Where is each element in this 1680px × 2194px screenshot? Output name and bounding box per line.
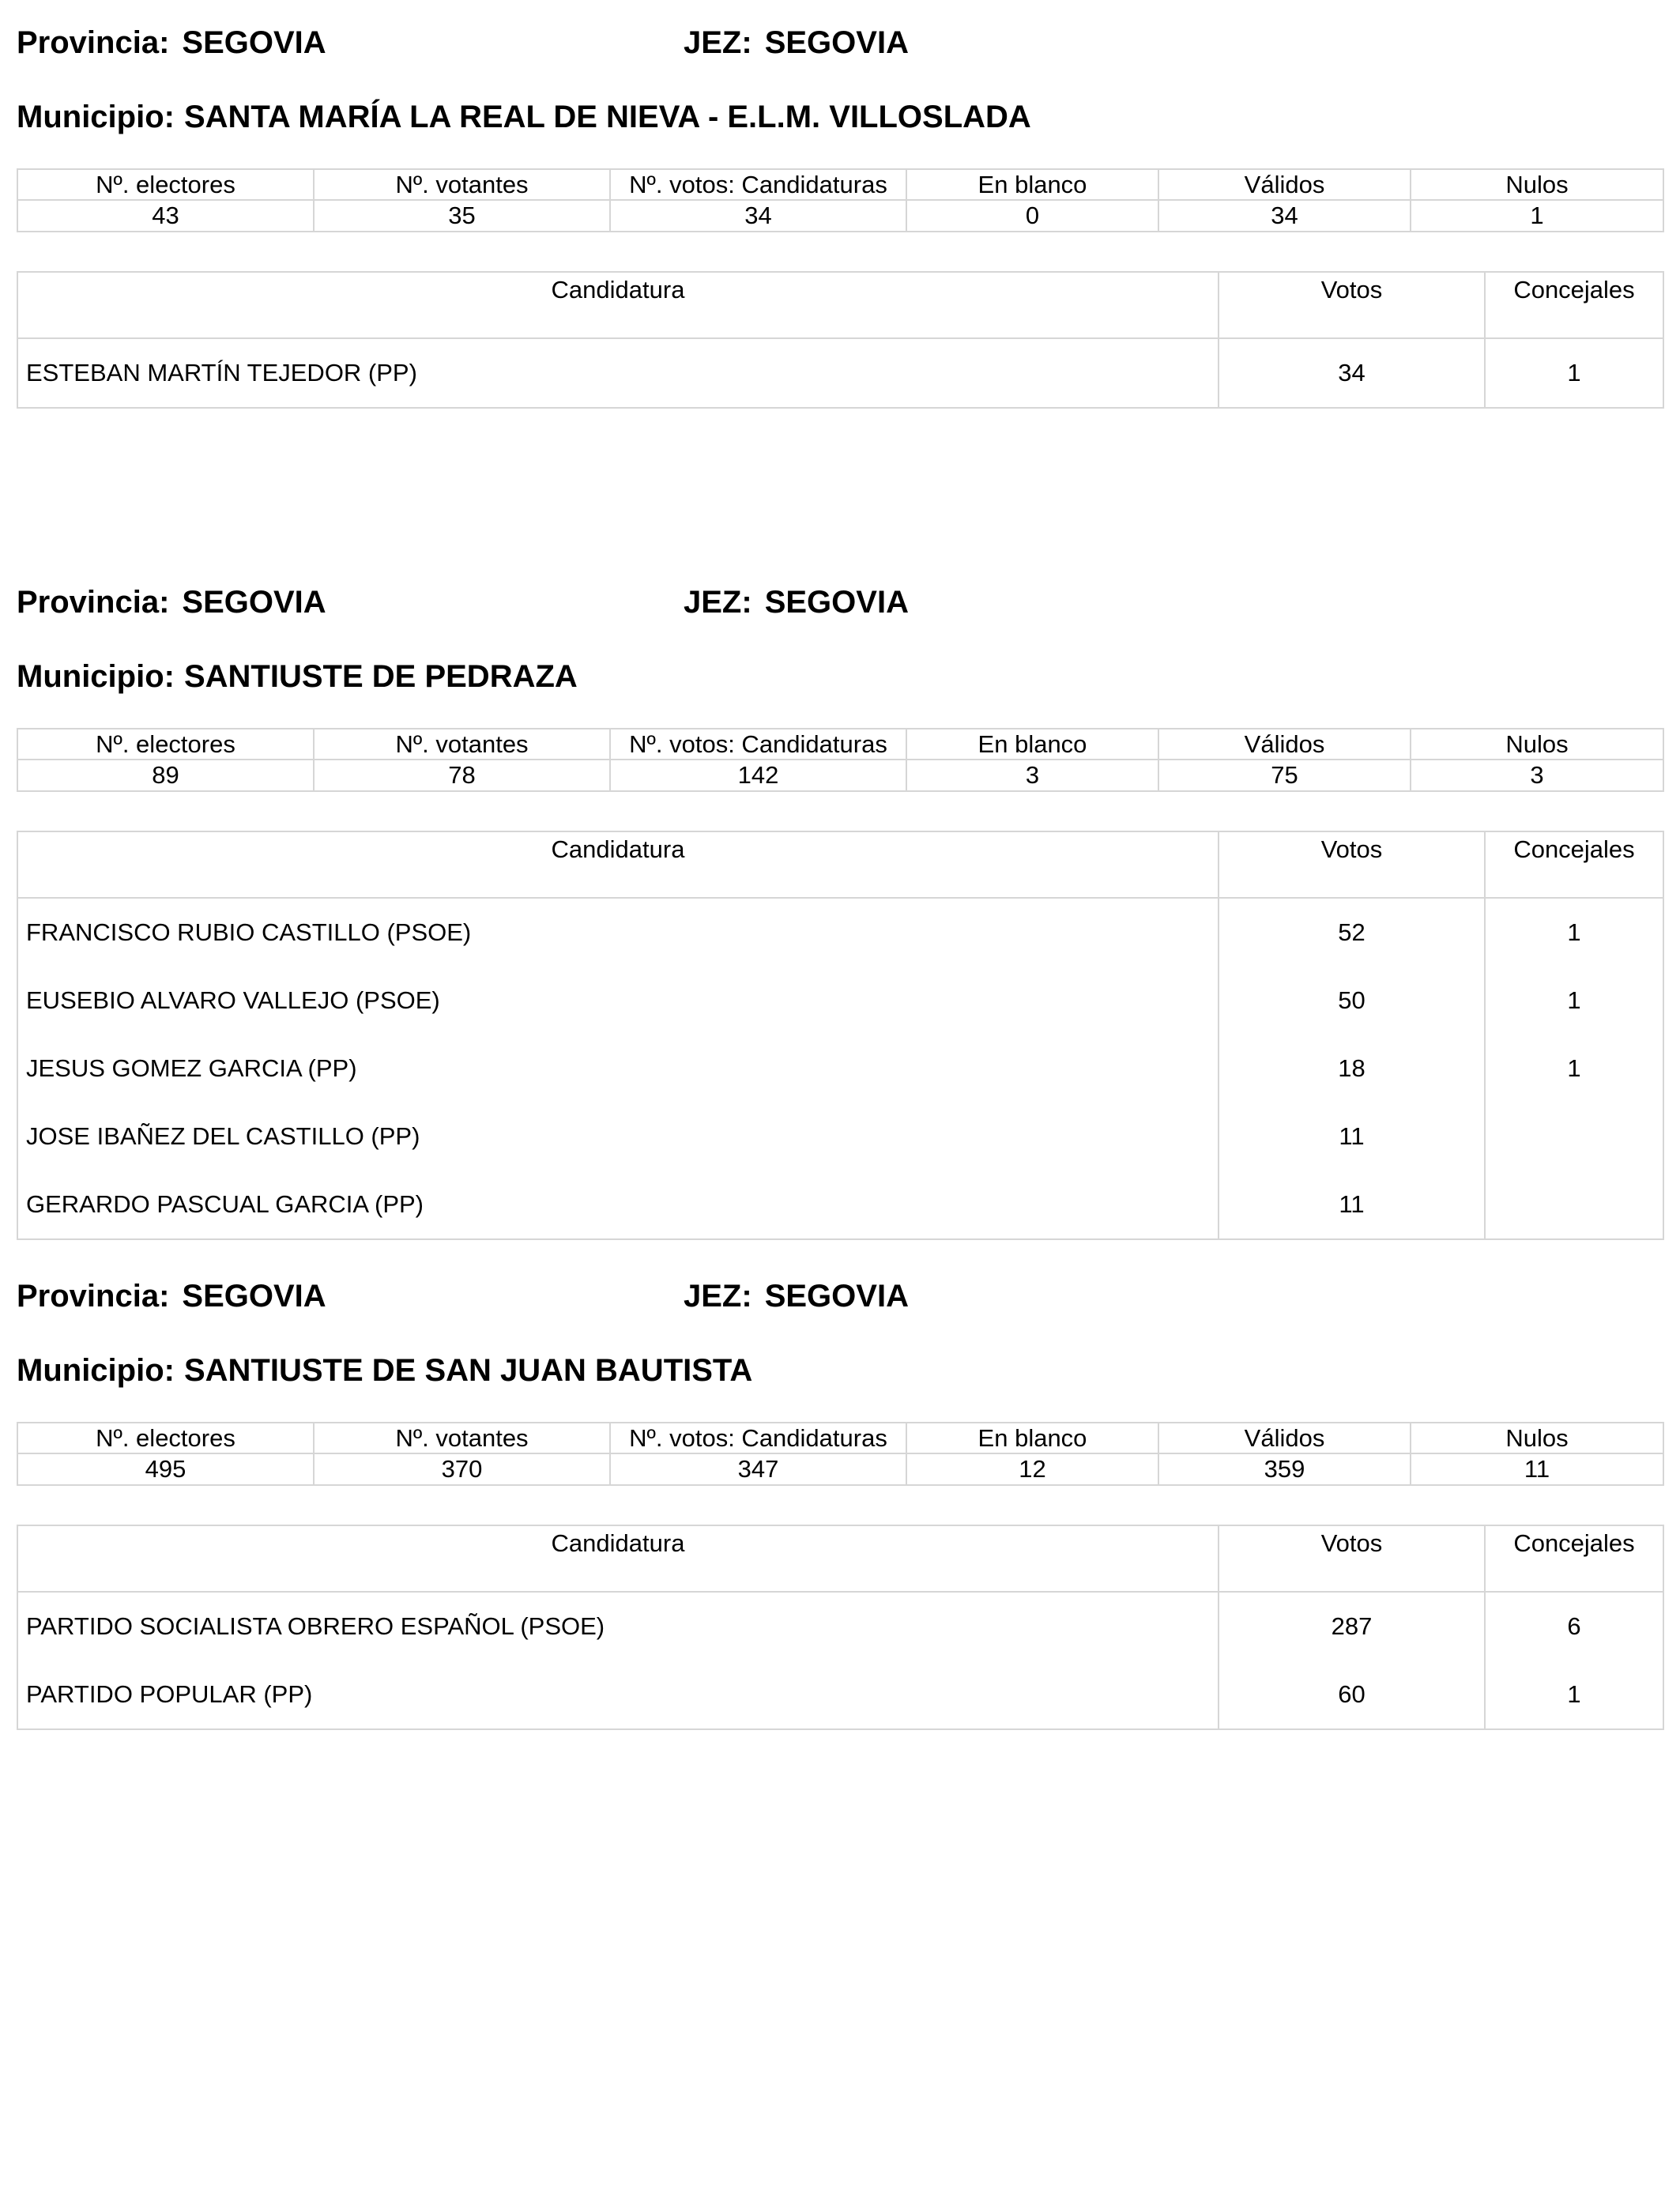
stats-header-votantes: Nº. votantes <box>314 169 610 200</box>
municipio-label: Municipio: <box>17 100 175 134</box>
stats-header-validos: Válidos <box>1158 1423 1411 1453</box>
stats-header-validos: Válidos <box>1158 169 1411 200</box>
stats-value-votos-candidaturas: 347 <box>610 1453 906 1485</box>
candidate-name: JOSE IBAÑEZ DEL CASTILLO (PP) <box>17 1103 1219 1171</box>
provincia-value: SEGOVIA <box>182 25 326 60</box>
candidate-name: PARTIDO POPULAR (PP) <box>17 1661 1219 1729</box>
stats-value-en-blanco: 12 <box>906 1453 1158 1485</box>
candidate-concejales: 1 <box>1485 1035 1663 1103</box>
jez-label: JEZ: <box>684 25 752 60</box>
candidate-votos: 11 <box>1219 1103 1485 1171</box>
candidate-concejales <box>1485 1171 1663 1239</box>
candidate-votos: 34 <box>1219 338 1485 408</box>
votos-header: Votos <box>1219 1525 1485 1592</box>
stats-header-votos-candidaturas: Nº. votos: Candidaturas <box>610 729 906 760</box>
stats-table <box>17 728 1664 792</box>
stats-header-nulos: Nulos <box>1411 169 1663 200</box>
stats-value-en-blanco: 0 <box>906 200 1158 232</box>
municipio-label: Municipio: <box>17 1353 175 1388</box>
jez-line <box>684 24 909 62</box>
stats-value-electores: 495 <box>17 1453 314 1485</box>
votos-header: Votos <box>1219 831 1485 898</box>
stats-header-en-blanco: En blanco <box>906 1423 1158 1453</box>
stats-header-nulos: Nulos <box>1411 729 1663 760</box>
stats-value-votos-candidaturas: 34 <box>610 200 906 232</box>
candidate-votos: 60 <box>1219 1661 1485 1729</box>
candidates-header-row <box>17 831 1663 898</box>
provincia-label: Provincia: <box>17 25 170 60</box>
candidate-row <box>17 338 1663 408</box>
candidate-row <box>17 967 1663 1035</box>
provincia-label: Provincia: <box>17 585 170 620</box>
stats-value-validos: 359 <box>1158 1453 1411 1485</box>
jez-value: SEGOVIA <box>764 25 909 60</box>
stats-header-votos-candidaturas: Nº. votos: Candidaturas <box>610 169 906 200</box>
stats-table <box>17 168 1664 232</box>
candidate-concejales: 1 <box>1485 967 1663 1035</box>
stats-header-nulos: Nulos <box>1411 1423 1663 1453</box>
candidate-name: EUSEBIO ALVARO VALLEJO (PSOE) <box>17 967 1219 1035</box>
stats-value-electores: 43 <box>17 200 314 232</box>
candidate-concejales: 1 <box>1485 1661 1663 1729</box>
candidate-votos: 52 <box>1219 898 1485 967</box>
municipio-value: SANTIUSTE DE SAN JUAN BAUTISTA <box>183 1353 753 1388</box>
stats-value-row <box>17 200 1663 232</box>
candidate-name: JESUS GOMEZ GARCIA (PP) <box>17 1035 1219 1103</box>
stats-header-row <box>17 1423 1663 1453</box>
candidates-table <box>17 271 1664 409</box>
jez-value: SEGOVIA <box>764 585 909 620</box>
stats-header-electores: Nº. electores <box>17 1423 314 1453</box>
candidates-table <box>17 1525 1664 1730</box>
jez-label: JEZ: <box>684 585 752 620</box>
candidate-row <box>17 1592 1663 1661</box>
candidate-name: FRANCISCO RUBIO CASTILLO (PSOE) <box>17 898 1219 967</box>
municipio-label: Municipio: <box>17 659 175 694</box>
candidate-name: GERARDO PASCUAL GARCIA (PP) <box>17 1171 1219 1239</box>
stats-header-en-blanco: En blanco <box>906 729 1158 760</box>
stats-header-votos-candidaturas: Nº. votos: Candidaturas <box>610 1423 906 1453</box>
jez-value: SEGOVIA <box>764 1279 909 1314</box>
provincia-line <box>17 1277 326 1315</box>
candidate-votos: 50 <box>1219 967 1485 1035</box>
municipio-line <box>17 1351 752 1389</box>
concejales-header: Concejales <box>1485 1525 1663 1592</box>
candidate-row <box>17 1035 1663 1103</box>
provincia-label: Provincia: <box>17 1279 170 1314</box>
stats-value-votantes: 78 <box>314 760 610 791</box>
candidate-name: PARTIDO SOCIALISTA OBRERO ESPAÑOL (PSOE) <box>17 1592 1219 1661</box>
jez-line <box>684 583 909 621</box>
candidate-concejales: 1 <box>1485 898 1663 967</box>
stats-value-electores: 89 <box>17 760 314 791</box>
stats-value-votantes: 35 <box>314 200 610 232</box>
votos-header: Votos <box>1219 272 1485 338</box>
municipio-value: SANTA MARÍA LA REAL DE NIEVA - E.L.M. VILLOSLADA <box>183 100 1031 134</box>
jez-line <box>684 1277 909 1315</box>
concejales-header: Concejales <box>1485 272 1663 338</box>
stats-value-row <box>17 760 1663 791</box>
candidate-votos: 11 <box>1219 1171 1485 1239</box>
candidate-concejales <box>1485 1103 1663 1171</box>
stats-value-votos-candidaturas: 142 <box>610 760 906 791</box>
provincia-value: SEGOVIA <box>182 585 326 620</box>
stats-header-row <box>17 729 1663 760</box>
candidates-header-row <box>17 1525 1663 1592</box>
stats-header-electores: Nº. electores <box>17 169 314 200</box>
stats-value-row <box>17 1453 1663 1485</box>
candidate-concejales: 1 <box>1485 338 1663 408</box>
stats-value-validos: 34 <box>1158 200 1411 232</box>
candidate-row <box>17 898 1663 967</box>
stats-value-votantes: 370 <box>314 1453 610 1485</box>
provincia-line <box>17 24 326 62</box>
concejales-header: Concejales <box>1485 831 1663 898</box>
stats-value-nulos: 1 <box>1411 200 1663 232</box>
candidate-votos: 287 <box>1219 1592 1485 1661</box>
stats-table <box>17 1422 1664 1486</box>
candidatura-header: Candidatura <box>17 831 1219 898</box>
municipio-section <box>17 583 1663 1239</box>
candidates-table <box>17 831 1664 1240</box>
candidate-votos: 18 <box>1219 1035 1485 1103</box>
stats-header-votantes: Nº. votantes <box>314 1423 610 1453</box>
stats-value-nulos: 11 <box>1411 1453 1663 1485</box>
provincia-line <box>17 583 326 621</box>
candidatura-header: Candidatura <box>17 1525 1219 1592</box>
stats-header-electores: Nº. electores <box>17 729 314 760</box>
jez-label: JEZ: <box>684 1279 752 1314</box>
municipio-line <box>17 98 1031 136</box>
candidate-name: ESTEBAN MARTÍN TEJEDOR (PP) <box>17 338 1219 408</box>
candidate-row <box>17 1103 1663 1171</box>
stats-header-validos: Válidos <box>1158 729 1411 760</box>
stats-header-votantes: Nº. votantes <box>314 729 610 760</box>
municipio-section <box>17 24 1663 411</box>
stats-header-en-blanco: En blanco <box>906 169 1158 200</box>
candidate-row <box>17 1661 1663 1729</box>
candidate-row <box>17 1171 1663 1239</box>
municipio-section <box>17 1277 1663 1744</box>
municipio-value: SANTIUSTE DE PEDRAZA <box>183 659 578 694</box>
stats-value-en-blanco: 3 <box>906 760 1158 791</box>
candidatura-header: Candidatura <box>17 272 1219 338</box>
municipio-line <box>17 658 578 696</box>
candidate-concejales: 6 <box>1485 1592 1663 1661</box>
stats-value-nulos: 3 <box>1411 760 1663 791</box>
candidates-header-row <box>17 272 1663 338</box>
provincia-value: SEGOVIA <box>182 1279 326 1314</box>
stats-value-validos: 75 <box>1158 760 1411 791</box>
stats-header-row <box>17 169 1663 200</box>
